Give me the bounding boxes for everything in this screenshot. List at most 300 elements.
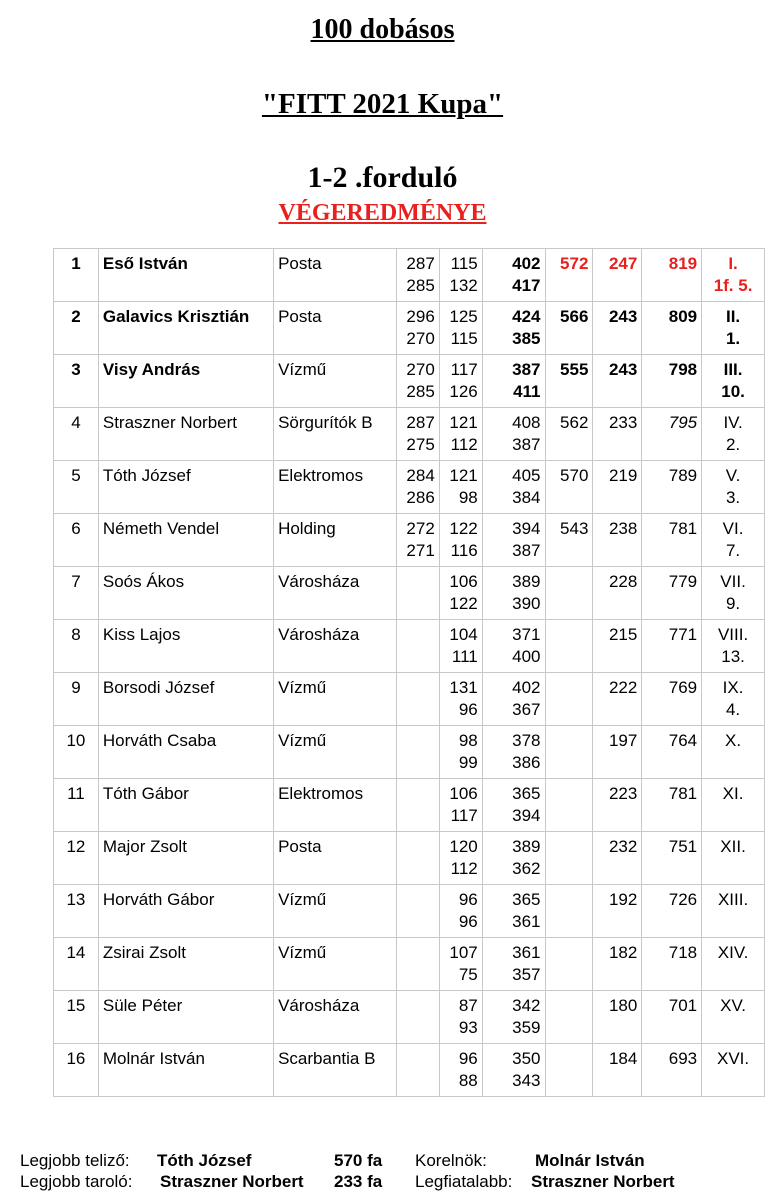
value-line: 112 [450,859,478,878]
best-clear-label: Legjobb taroló: [20,1172,133,1191]
score-2-cell [439,249,482,302]
value: 238 [608,519,638,538]
value: Tóth Gábor [102,784,189,803]
best-clear-cell [593,514,642,567]
value: 771 [668,625,698,644]
best-full-line [20,1151,130,1171]
player-name-cell [98,885,273,938]
value-line: 424 [512,307,541,326]
score-1-cell [396,991,439,1044]
round-total-cell [482,885,545,938]
value-line: 394 [512,806,541,825]
place-cell [702,779,765,832]
round-total-cell [482,302,545,355]
best-full-cell [545,355,593,408]
score-2-cell [439,567,482,620]
value: 572 [560,254,589,273]
place-cell [702,514,765,567]
table-row [54,832,765,885]
value-line: 287 [406,413,435,432]
value: 11 [67,784,85,803]
best-clear-cell [593,885,642,938]
value-line: 362 [512,859,541,878]
value-line: 389 [512,837,541,856]
round-total-cell [482,514,545,567]
value: Vízmű [278,943,327,962]
value-line: 117 [450,806,478,825]
player-name-cell [98,461,273,514]
player-name-cell [98,991,273,1044]
value-line: VII. [720,572,746,591]
value: Posta [278,307,322,326]
value-line: 270 [406,329,435,348]
value: 726 [668,890,698,909]
youngest-name: Straszner Norbert [531,1172,675,1191]
value: 180 [608,996,638,1015]
value-line: 10. [721,382,745,401]
table-row [54,938,765,991]
best-clear-cell [593,620,642,673]
value: 795 [668,413,698,432]
round-total-cell [482,938,545,991]
value-line: 371 [512,625,541,644]
place-cell [702,885,765,938]
value: Galavics Krisztián [102,307,250,326]
value-line: XII. [720,837,746,856]
best-full-cell [545,673,593,726]
value: Vízmű [278,731,327,750]
value: Major Zsolt [102,837,187,856]
value-line: 117 [450,360,478,379]
round-total-cell [482,726,545,779]
value-line: 116 [450,541,478,560]
oldest-name: Molnár István [535,1151,645,1170]
value: 781 [668,784,698,803]
best-full-cell [545,567,593,620]
best-full-cell [545,726,593,779]
value-line: 408 [512,413,541,432]
value: 701 [668,996,698,1015]
best-full-cell [545,832,593,885]
value-line: 115 [450,329,478,348]
value: 779 [668,572,698,591]
value: Kiss Lajos [102,625,181,644]
value-line: 387 [512,541,541,560]
value-line: 111 [451,647,478,666]
table-row [54,302,765,355]
value-line: 126 [449,382,478,401]
value: Scarbantia B [278,1049,376,1068]
value: Vízmű [278,890,327,909]
value-line: XI. [722,784,744,803]
value: 182 [608,943,638,962]
value-line: 87 [458,996,478,1015]
score-2-cell [439,355,482,408]
player-name-cell [98,567,273,620]
value-line: 96 [458,890,478,909]
value-line: 390 [512,594,541,613]
value-line: III. [723,360,743,379]
value-line: 120 [449,837,478,856]
table-row [54,885,765,938]
value: 9 [71,678,81,697]
value-line: 4. [725,700,741,719]
value: 219 [608,466,638,485]
best-clear-cell [593,779,642,832]
value: Városháza [278,625,360,644]
rank-cell [54,991,99,1044]
value: Városháza [278,996,360,1015]
results-heading: VÉGEREDMÉNYE [278,200,487,226]
score-2-cell [439,779,482,832]
value: 7 [71,572,81,591]
value-line: 394 [512,519,541,538]
value: 543 [560,519,589,538]
best-clear-cell [593,408,642,461]
value: 781 [668,519,698,538]
value: Horváth Gábor [102,890,215,909]
best-clear-cell [593,461,642,514]
page-title: 100 dobásos [310,14,455,45]
value: 566 [560,307,589,326]
value: 5 [71,466,81,485]
club-cell [274,673,397,726]
table-row [54,779,765,832]
value: 8 [71,625,81,644]
rank-cell [54,938,99,991]
value-line: 270 [406,360,435,379]
table-row [54,726,765,779]
score-2-cell [439,461,482,514]
club-cell [274,514,397,567]
value: Molnár István [102,1049,205,1068]
value-line: 96 [458,912,478,931]
value-line: 104 [449,625,478,644]
value: 14 [66,943,86,962]
value-line: 2. [725,435,741,454]
place-cell [702,1044,765,1097]
best-full-cell [545,938,593,991]
value-line: 9. [725,594,741,613]
player-name-cell [98,620,273,673]
value-line: 384 [512,488,541,507]
value: 232 [608,837,638,856]
value: Elektromos [278,784,364,803]
value-line: 386 [512,753,541,772]
player-name-cell [98,938,273,991]
value: Posta [278,254,322,273]
rank-cell [54,832,99,885]
value-line: 285 [406,276,435,295]
round-total-cell [482,779,545,832]
score-1-cell [396,673,439,726]
player-name-cell [98,726,273,779]
total-cell [642,832,702,885]
club-cell [274,832,397,885]
value-line: 98 [458,488,478,507]
value: 4 [71,413,81,432]
player-name-cell [98,779,273,832]
value: Borsodi József [102,678,215,697]
value-line: 121 [449,413,478,432]
value: 247 [608,254,638,273]
value: 2 [71,307,81,326]
value-line: XIV. [717,943,749,962]
score-2-cell [439,1044,482,1097]
value-line: 107 [449,943,478,962]
value-line: 296 [406,307,435,326]
table-row [54,355,765,408]
score-1-cell [396,567,439,620]
youngest-label: Legfiatalabb: [415,1172,513,1191]
value-line: 275 [406,435,435,454]
value-line: 286 [406,488,435,507]
best-clear-cell [593,938,642,991]
value-line: IV. [723,413,743,432]
value: 192 [608,890,638,909]
club-cell [274,461,397,514]
total-cell [642,991,702,1044]
club-cell [274,302,397,355]
total-cell [642,567,702,620]
score-1-cell [396,302,439,355]
best-clear-cell [593,991,642,1044]
value-line: 365 [512,784,541,803]
results-table [53,248,765,1097]
total-cell [642,514,702,567]
value: Süle Péter [102,996,183,1015]
value-line: 387 [512,435,541,454]
value: 751 [668,837,698,856]
club-cell [274,355,397,408]
value: 798 [668,360,698,379]
value-line: 284 [406,466,435,485]
total-cell [642,620,702,673]
table-row [54,408,765,461]
player-name-cell [98,673,273,726]
best-full-name: Tóth József [157,1151,252,1170]
club-cell [274,567,397,620]
value: Zsirai Zsolt [102,943,186,962]
score-1-cell [396,620,439,673]
value: 12 [66,837,86,856]
best-full-cell [545,302,593,355]
rank-cell [54,249,99,302]
best-clear-cell [593,567,642,620]
value-line: 7. [725,541,741,560]
score-1-cell [396,249,439,302]
value-line: 402 [512,678,541,697]
value-line: 99 [458,753,478,772]
score-2-cell [439,514,482,567]
best-clear-cell [593,832,642,885]
rank-cell [54,514,99,567]
value: Straszner Norbert [102,413,238,432]
rank-cell [54,673,99,726]
value-line: 112 [450,435,478,454]
value-line: 1. [725,329,741,348]
value: Eső István [102,254,188,273]
rank-cell [54,408,99,461]
value-line: VIII. [717,625,749,644]
value: 764 [668,731,698,750]
value-line: 285 [406,382,435,401]
value: 13 [66,890,86,909]
value-line: 389 [512,572,541,591]
rank-cell [54,567,99,620]
total-cell [642,355,702,408]
club-cell [274,779,397,832]
value: 819 [668,254,698,273]
round-total-cell [482,991,545,1044]
value: 718 [668,943,698,962]
round-total-cell [482,461,545,514]
value-line: 411 [513,382,541,401]
best-clear-name: Straszner Norbert [160,1172,304,1191]
results-table-body [54,249,765,1097]
value: 184 [608,1049,638,1068]
value: Sörgurítók B [278,413,373,432]
value: 3 [71,360,81,379]
value-line: 367 [512,700,541,719]
score-1-cell [396,726,439,779]
club-cell [274,885,397,938]
value: 809 [668,307,698,326]
value: Holding [278,519,336,538]
best-full-value: 570 fa [334,1151,383,1170]
value-line: 98 [458,731,478,750]
value: 197 [608,731,638,750]
player-name-cell [98,1044,273,1097]
club-cell [274,726,397,779]
cup-title: "FITT 2021 Kupa" [261,88,504,120]
total-cell [642,408,702,461]
table-row [54,461,765,514]
total-cell [642,673,702,726]
place-cell [702,567,765,620]
value-line: 271 [406,541,435,560]
round-total-cell [482,673,545,726]
value-line: 405 [512,466,541,485]
value-line: 361 [512,912,541,931]
value-line: 361 [512,943,541,962]
best-clear-cell [593,249,642,302]
best-full-cell [545,1044,593,1097]
value: 215 [608,625,638,644]
rank-cell [54,726,99,779]
value: 555 [560,360,589,379]
score-2-cell [439,938,482,991]
value: 15 [66,996,86,1015]
rank-cell [54,302,99,355]
value-line: 93 [458,1018,478,1037]
value: Horváth Csaba [102,731,217,750]
value-line: 400 [512,647,541,666]
table-row [54,567,765,620]
round-total-cell [482,355,545,408]
value-line: 122 [449,519,478,538]
value-line: 115 [450,254,478,273]
value-line: 96 [458,1049,478,1068]
value-line: 350 [512,1049,541,1068]
value-line: 106 [449,784,478,803]
round-total-cell [482,408,545,461]
total-cell [642,779,702,832]
score-1-cell [396,779,439,832]
table-row [54,673,765,726]
table-row [54,991,765,1044]
value-line: 385 [512,329,541,348]
table-row [54,1044,765,1097]
best-clear-cell [593,673,642,726]
value-line: 378 [512,731,541,750]
rank-cell [54,885,99,938]
score-1-cell [396,461,439,514]
value: Németh Vendel [102,519,220,538]
value: 1 [71,254,81,273]
score-2-cell [439,620,482,673]
rank-cell [54,620,99,673]
club-cell [274,991,397,1044]
player-name-cell [98,832,273,885]
place-cell [702,832,765,885]
best-clear-cell [593,355,642,408]
value: 6 [71,519,81,538]
value: 10 [66,731,86,750]
score-2-cell [439,726,482,779]
club-cell [274,408,397,461]
value-line: 359 [512,1018,541,1037]
total-cell [642,885,702,938]
value-line: 132 [449,276,478,295]
club-cell [274,938,397,991]
score-2-cell [439,885,482,938]
score-1-cell [396,938,439,991]
value-line: VI. [722,519,744,538]
club-cell [274,620,397,673]
value-line: 96 [458,700,478,719]
round-total-cell [482,1044,545,1097]
player-name-cell [98,514,273,567]
rank-cell [54,461,99,514]
place-cell [702,938,765,991]
best-clear-value: 233 fa [334,1172,383,1191]
table-row [54,620,765,673]
value: Posta [278,837,322,856]
value-line: 13. [721,647,745,666]
value-line: 88 [458,1071,478,1090]
place-cell [702,302,765,355]
value-line: 402 [512,254,541,273]
round-total-cell [482,249,545,302]
best-full-label: Legjobb teliző: [20,1151,130,1170]
value-line: 357 [512,965,541,984]
value: 243 [608,307,638,326]
value-line: 342 [512,996,541,1015]
value-line: X. [725,731,742,750]
value-line: 125 [449,307,478,326]
score-1-cell [396,1044,439,1097]
value: 243 [608,360,638,379]
value: Vízmű [278,360,327,379]
value: Tóth József [102,466,191,485]
total-cell [642,726,702,779]
value: 16 [66,1049,86,1068]
player-name-cell [98,249,273,302]
value-line: 75 [458,965,478,984]
round-total-cell [482,567,545,620]
place-cell [702,461,765,514]
